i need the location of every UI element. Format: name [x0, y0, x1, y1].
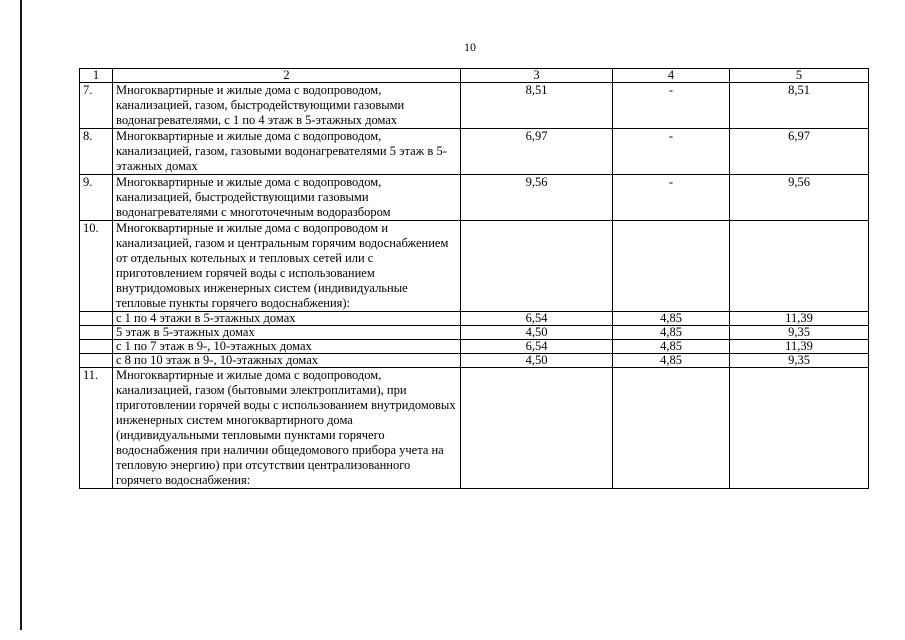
cell-value: 11,39 [730, 340, 869, 354]
row-number: 11. [80, 368, 113, 489]
column-header: 1 [80, 69, 113, 83]
tariff-table [79, 68, 869, 489]
row-number: 10. [80, 221, 113, 312]
row-description: Многоквартирные и жилые дома с водопроводом, канализацией, быстродействующими газовыми водонагревателями с многоточечным водоразбором [113, 175, 461, 221]
cell-value: 9,56 [730, 175, 869, 221]
cell-value: 4,85 [613, 354, 730, 368]
header-row [80, 69, 869, 83]
row-number: 8. [80, 129, 113, 175]
cell-value: 6,54 [461, 312, 613, 326]
column-header: 2 [113, 69, 461, 83]
cell-value: 4,50 [461, 326, 613, 340]
row-description: Многоквартирные и жилые дома с водопроводом, канализацией, газом, газовыми водонагревателями 5 этаж в 5-этажных домах [113, 129, 461, 175]
cell-value: 4,85 [613, 326, 730, 340]
row-number [80, 312, 113, 326]
row-description: с 1 по 4 этажи в 5-этажных домах [113, 312, 461, 326]
cell-value: 4,85 [613, 340, 730, 354]
table-row [80, 312, 869, 326]
cell-value: 8,51 [730, 83, 869, 129]
row-number [80, 354, 113, 368]
cell-value [613, 221, 730, 312]
row-number [80, 326, 113, 340]
cell-value [613, 368, 730, 489]
table-row [80, 221, 869, 312]
row-description: Многоквартирные и жилые дома с водопроводом и канализацией, газом и центральным горячим водоснабжением от отдельных котельных и тепловых сетей или с приготовлением горячей воды с использованием внутридомовых инженерных систем (индивидуальные тепловые пункты горячего водоснабжения): [113, 221, 461, 312]
cell-value [461, 221, 613, 312]
cell-value: - [613, 129, 730, 175]
row-description: с 1 по 7 этаж в 9-, 10-этажных домах [113, 340, 461, 354]
cell-value: - [613, 175, 730, 221]
cell-value: 4,50 [461, 354, 613, 368]
row-description: Многоквартирные и жилые дома с водопроводом, канализацией, газом, быстродействующими газовыми водонагревателями, с 1 по 4 этаж в 5-этажных домах [113, 83, 461, 129]
table-row [80, 368, 869, 489]
row-description: Многоквартирные и жилые дома с водопроводом, канализацией, газом (бытовыми электроплитами), при приготовлении горячей воды с использованием внутридомовых инженерных систем многоквартирного дома (индивидуальными тепловыми пунктами горячего водоснабжения при наличии общедомового прибора учета на тепловую энергию) при отсутствии централизованного горячего водоснабжения: [113, 368, 461, 489]
table-row [80, 129, 869, 175]
cell-value [730, 221, 869, 312]
row-number: 9. [80, 175, 113, 221]
cell-value: 6,97 [461, 129, 613, 175]
table-row [80, 83, 869, 129]
cell-value: 4,85 [613, 312, 730, 326]
cell-value: 9,35 [730, 354, 869, 368]
row-description: 5 этаж в 5-этажных домах [113, 326, 461, 340]
cell-value: 6,97 [730, 129, 869, 175]
cell-value: 8,51 [461, 83, 613, 129]
cell-value: - [613, 83, 730, 129]
table-row [80, 340, 869, 354]
table-row [80, 354, 869, 368]
column-header: 5 [730, 69, 869, 83]
page-number: 10 [464, 40, 476, 54]
row-number: 7. [80, 83, 113, 129]
cell-value: 9,35 [730, 326, 869, 340]
row-description: с 8 по 10 этаж в 9-, 10-этажных домах [113, 354, 461, 368]
row-number [80, 340, 113, 354]
cell-value: 11,39 [730, 312, 869, 326]
cell-value [730, 368, 869, 489]
cell-value [461, 368, 613, 489]
column-header: 4 [613, 69, 730, 83]
table-row [80, 175, 869, 221]
cell-value: 6,54 [461, 340, 613, 354]
cell-value: 9,56 [461, 175, 613, 221]
table-row [80, 326, 869, 340]
scan-edge-line [20, 0, 22, 630]
column-header: 3 [461, 69, 613, 83]
